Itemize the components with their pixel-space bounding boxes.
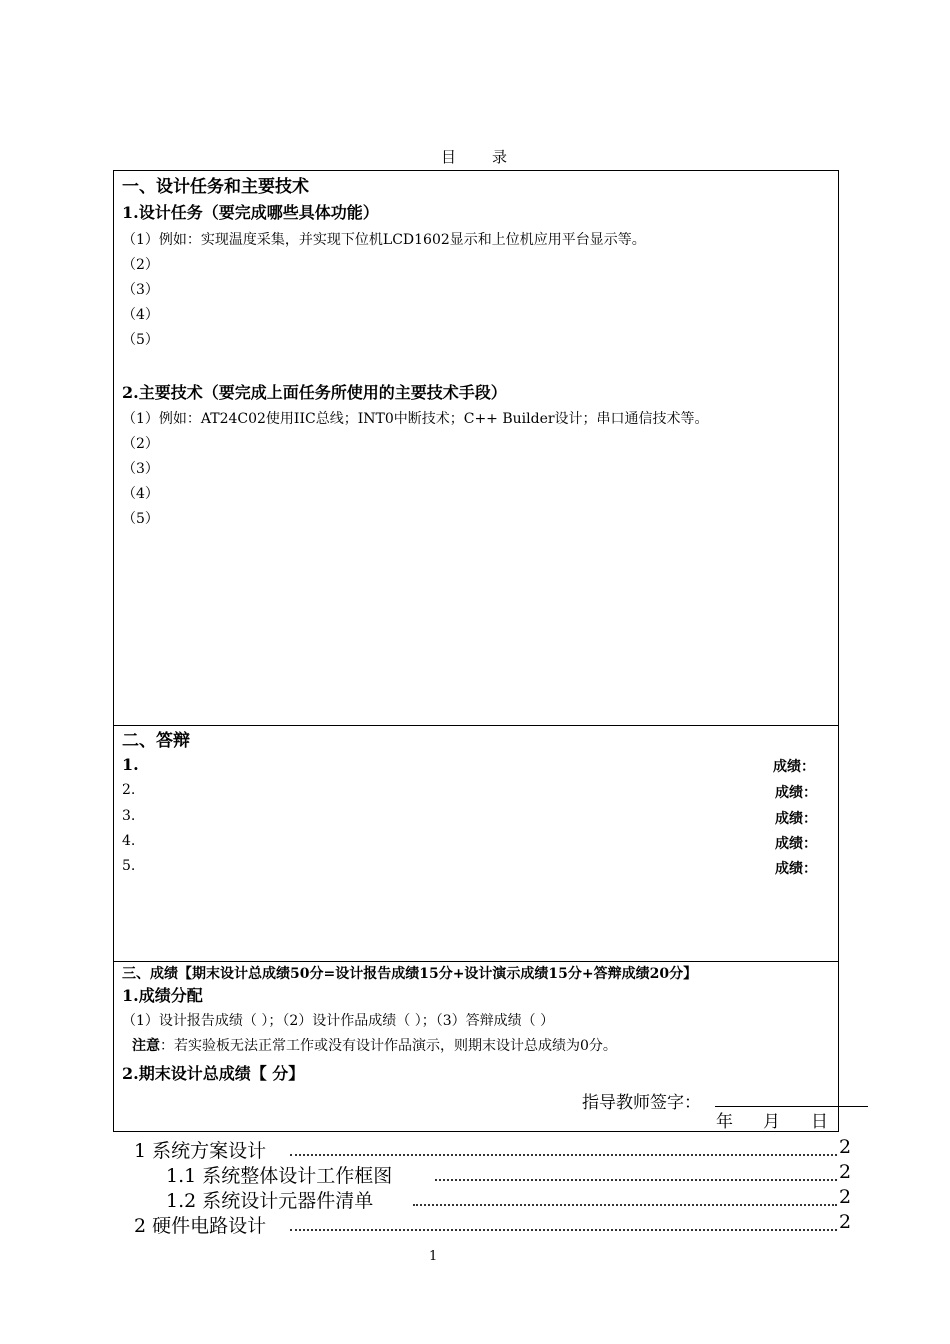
toc-leader-3	[413, 1204, 837, 1206]
note-line	[132, 1035, 617, 1055]
note-text: ：若实验板无法正常工作或没有设计作品演示，则期末设计总成绩为0分。	[160, 1038, 617, 1054]
defense-row-3-num: 3.	[122, 808, 136, 824]
total-grade-line: 2.期末设计总成绩【 分】	[122, 1064, 305, 1083]
tech-item-4: （4）	[122, 486, 159, 502]
section3-heading: 三、成绩【期末设计总成绩50分=设计报告成绩15分+设计演示成绩15分+答辩成绩20分】	[122, 966, 698, 982]
task-item-4: （4）	[122, 307, 159, 323]
defense-row-1-grade: 成绩：	[773, 759, 815, 775]
defense-row-2-num: 2.	[122, 782, 136, 798]
toc-entry-2[interactable]: 1.1 系统整体设计工作框图	[166, 1165, 393, 1187]
section1-heading: 一、设计任务和主要技术	[122, 177, 309, 197]
section2-heading: 二、答辩	[122, 731, 190, 751]
divider-2	[114, 961, 838, 962]
defense-row-2-grade: 成绩：	[775, 785, 817, 801]
defense-row-5-num: 5.	[122, 858, 136, 874]
tech-item-3: （3）	[122, 461, 159, 477]
toc-entry-3[interactable]: 1.2 系统设计元器件清单	[166, 1190, 374, 1212]
report-table	[113, 170, 839, 1132]
tech-item-5: （5）	[122, 511, 159, 527]
toc-entry-1[interactable]: 1 系统方案设计	[134, 1140, 267, 1162]
task-item-3: （3）	[122, 282, 159, 298]
toc-page-3: 2	[839, 1186, 852, 1208]
defense-row-3-grade: 成绩：	[775, 811, 817, 827]
signature-label: 指导教师签字：	[582, 1093, 701, 1113]
toc-leader-2	[435, 1179, 837, 1181]
toc-page-4: 2	[839, 1211, 852, 1233]
task-heading: 1.设计任务（要完成哪些具体功能）	[122, 203, 379, 222]
task-item-1: （1）例如：实现温度采集，并实现下位机LCD1602显示和上位机应用平台显示等。	[122, 232, 646, 248]
toc-leader-4	[290, 1229, 837, 1231]
toc-page-2: 2	[839, 1161, 852, 1183]
page-number: 1	[429, 1249, 438, 1264]
note-label: 注意	[132, 1038, 160, 1054]
tech-item-2: （2）	[122, 436, 159, 452]
date-day: 日	[811, 1112, 828, 1132]
toc-entry-4[interactable]: 2 硬件电路设计	[134, 1215, 267, 1237]
grade-distribution-line: （1）设计报告成绩（ ）；（2）设计作品成绩（ ）；（3）答辩成绩（ ）	[122, 1013, 555, 1029]
task-item-2: （2）	[122, 257, 159, 273]
toc-leader-1	[290, 1154, 837, 1156]
tech-item-1: （1）例如：AT24C02使用IIC总线；INT0中断技术；C++ Builder设计；串口通信技术等。	[122, 411, 709, 427]
date-year: 年	[716, 1112, 733, 1132]
grade-distribution-heading: 1.成绩分配	[122, 986, 203, 1005]
defense-row-4-grade: 成绩：	[775, 836, 817, 852]
divider-1	[114, 725, 838, 726]
date-month: 月	[763, 1112, 780, 1132]
signature-line	[715, 1106, 868, 1107]
toc-page-1: 2	[839, 1136, 852, 1158]
defense-row-5-grade: 成绩：	[775, 861, 817, 877]
tech-heading: 2.主要技术（要完成上面任务所使用的主要技术手段）	[122, 383, 507, 402]
defense-row-4-num: 4.	[122, 833, 136, 849]
defense-row-1-num: 1.	[122, 755, 139, 774]
task-item-5: （5）	[122, 332, 159, 348]
page-title: 目录	[441, 148, 544, 166]
